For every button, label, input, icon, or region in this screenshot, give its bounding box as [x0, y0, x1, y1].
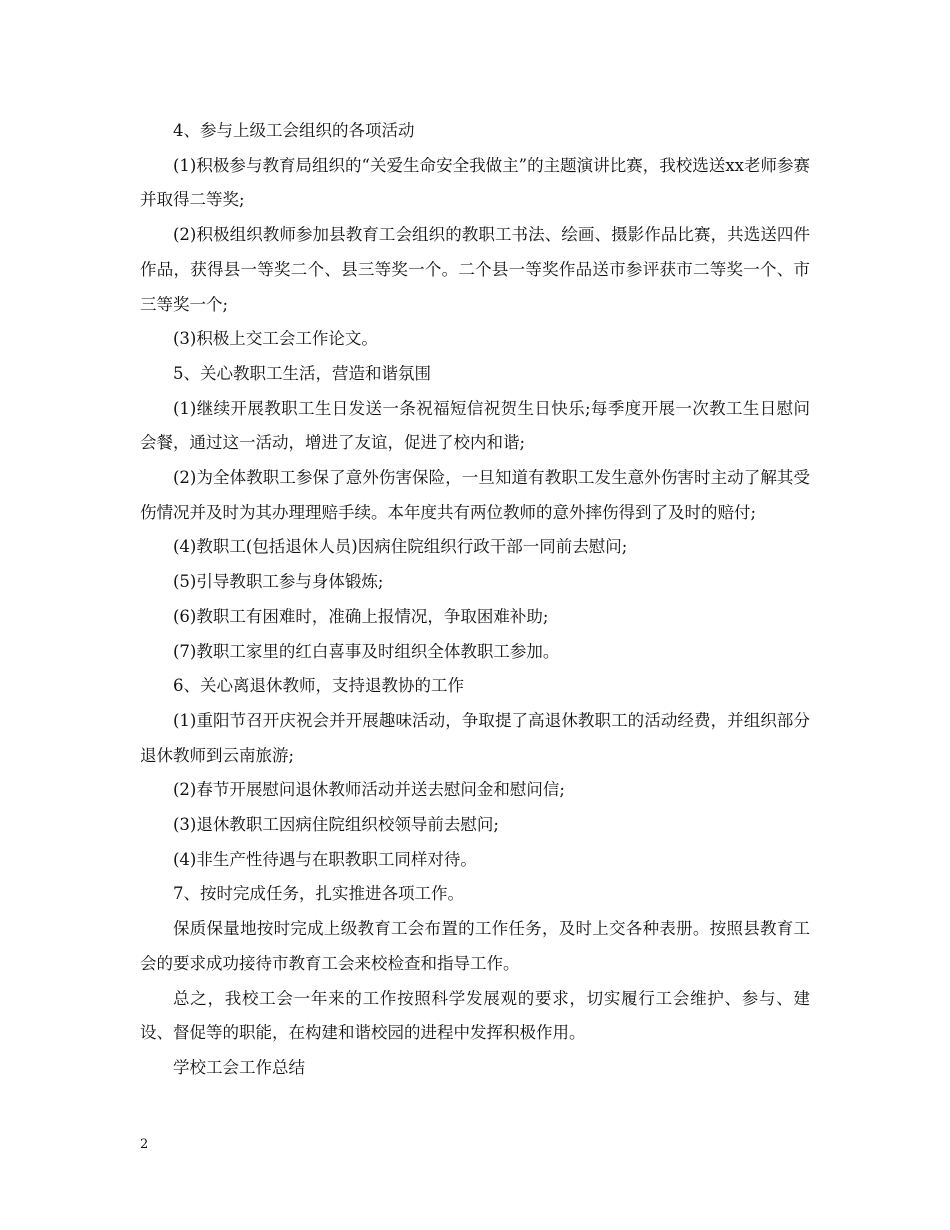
paragraph: (4)非生产性待遇与在职教职工同样对待。 — [173, 849, 477, 869]
page-number: 2 — [140, 1137, 149, 1152]
paragraph: (2)为全体教职工参保了意外伤害保险，一旦知道有教职工发生意外伤害时主动了解其受伤情况并及时为其办理理赔手续。本年度共有两位教师的意外摔伤得到了及时的赔付; — [140, 468, 810, 522]
paragraph: (2)春节开展慰问退休教师活动并送去慰问金和慰问信; — [173, 780, 565, 800]
section-heading-activities: 4、参与上级工会组织的各项活动 — [173, 121, 415, 140]
section-heading-care: 5、关心教职工生活，营造和谐氛围 — [173, 363, 431, 383]
paragraph: (6)教职工有困难时，准确上报情况，争取困难补助; — [173, 606, 549, 626]
paragraph: (4)教职工(包括退休人员)因病住院组织行政干部一同前去慰问; — [173, 537, 628, 557]
document-body — [140, 114, 810, 1086]
paragraph: (1)积极参与教育局组织的“关爱生命安全我做主”的主题演讲比赛，我校选送xx老师参赛并取得二等奖; — [140, 155, 810, 210]
section-heading-retirees: 6、关心离退休教师，支持退教协的工作 — [173, 676, 464, 696]
paragraph: (7)教职工家里的红白喜事及时组织全体教职工参加。 — [173, 641, 560, 661]
paragraph: (3)退休教职工因病住院组织校领导前去慰问; — [173, 815, 499, 835]
paragraph: (1)重阳节召开庆祝会并开展趣味活动，争取提了高退休教职工的活动经费，并组织部分退休教师到云南旅游; — [140, 710, 810, 765]
paragraph: (2)积极组织教师参加县教育工会组织的教职工书法、绘画、摄影作品比赛，共选送四件作品，获得县一等奖二个、县三等奖一个。二个县一等奖作品送市参评获市二等奖一个、市三等奖一个; — [140, 225, 810, 314]
paragraph: (3)积极上交工会工作论文。 — [173, 329, 378, 349]
section-heading-tasks: 7、按时完成任务，扎实推进各项工作。 — [173, 884, 464, 904]
paragraph: 保质保量地按时完成上级教育工会布置的工作任务，及时上交各种表册。按照县教育工会的要求成功接待市教育工会来校检查和指导工作。 — [140, 919, 810, 973]
document-subtitle: 学校工会工作总结 — [173, 1057, 305, 1077]
paragraph: (5)引导教职工参与身体锻炼; — [173, 572, 384, 592]
paragraph: (1)继续开展教职工生日发送一条祝福短信祝贺生日快乐;每季度开展一次教工生日慰问会餐，通过这一活动，增进了友谊，促进了校内和谐; — [140, 398, 810, 453]
paragraph: 总之，我校工会一年来的工作按照科学发展观的要求，切实履行工会维护、参与、建设、督促等的职能，在构建和谐校园的进程中发挥积极作用。 — [140, 988, 810, 1043]
